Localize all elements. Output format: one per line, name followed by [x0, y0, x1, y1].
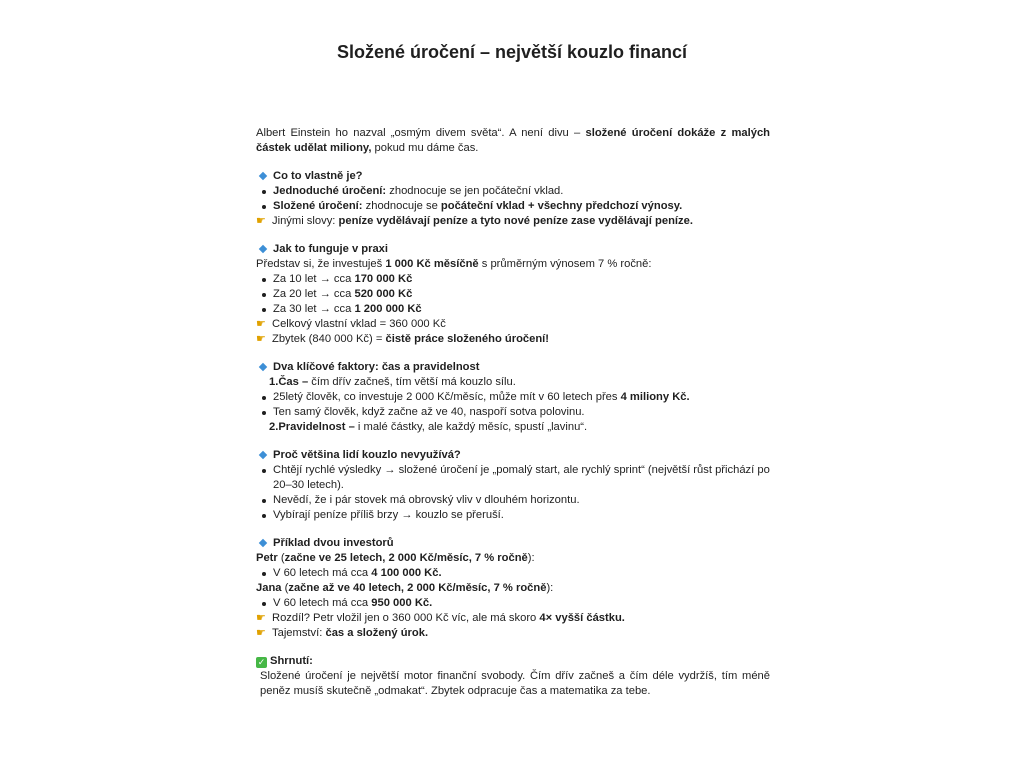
pointing-hand-icon: ☛	[256, 215, 266, 227]
section-heading-why: Proč většina lidí kouzlo nevyužívá?	[256, 448, 770, 463]
practice-lead: Představ si, že investuješ 1 000 Kč měsíčně s průměrným výnosem 7 % ročně:	[256, 258, 652, 270]
list-item: 25letý člověk, co investuje 2 000 Kč/měsíc, může mít v 60 letech přes 4 miliony Kč.	[256, 390, 770, 405]
numbered-item: 2.Pravidelnost – i malé částky, ale každý měsíc, spustí „lavinu“.	[269, 421, 588, 433]
list-item: Jednoduché úročení: zhodnocuje se jen počáteční vklad.	[256, 184, 770, 199]
section-heading-practice: Jak to funguje v praxi	[256, 242, 770, 257]
summary-text: Složené úročení je největší motor finanční svobody. Čím dřív začneš a čím déle vydržíš, tím méně peněz musíš skutečně „odmakat“. Zbytek odpracuje čas a matematika za tebe.	[260, 670, 770, 697]
pointing-hand-icon: ☛	[256, 318, 266, 330]
page-title: Složené úročení – největší kouzlo financí	[336, 42, 688, 62]
note-line: ☛ Zbytek (840 000 Kč) = čistě práce složeného úročení!	[256, 333, 550, 345]
blue-diamond-icon	[259, 244, 267, 252]
blue-diamond-icon	[259, 538, 267, 546]
summary-heading: ✓ Shrnutí:	[257, 655, 313, 667]
investor-petr: Petr (začne ve 25 letech, 2 000 Kč/měsíc, 7 % ročně):	[256, 552, 535, 564]
section-heading-what: Co to vlastně je?	[256, 169, 770, 184]
document-body	[256, 126, 770, 699]
blue-diamond-icon	[259, 362, 267, 370]
note-line: ☛ Celkový vlastní vklad = 360 000 Kč	[256, 318, 446, 330]
numbered-item: 1.Čas – čím dřív začneš, tím větší má kouzlo sílu.	[269, 376, 516, 388]
list-item: Vybírají peníze příliš brzy → kouzlo se přeruší.	[256, 508, 770, 523]
list-item: Nevědí, že i pár stovek má obrovský vliv v dlouhém horizontu.	[256, 493, 770, 508]
pointing-hand-icon: ☛	[256, 333, 266, 345]
section-heading-factors: Dva klíčové faktory: čas a pravidelnost	[256, 360, 770, 375]
list-item: Složené úročení: zhodnocuje se počáteční vklad + všechny předchozí výnosy.	[256, 199, 770, 214]
intro-paragraph: Albert Einstein ho nazval „osmým divem světa“. A není divu – složené úročení dokáže z malých částek udělat miliony, pokud mu dáme čas.	[256, 127, 770, 154]
note-line: ☛ Jinými slovy: peníze vydělávají peníze a tyto nové peníze zase vydělávají peníze.	[256, 215, 693, 227]
list-item: Chtějí rychlé výsledky → složené úročení je „pomalý start, ale rychlý sprint“ (největší růst přichází po 20–30 letech).	[256, 463, 770, 493]
list-item: V 60 letech má cca 4 100 000 Kč.	[256, 566, 770, 581]
note-line: ☛ Rozdíl? Petr vložil jen o 360 000 Kč víc, ale má skoro 4× vyšší částku.	[256, 612, 625, 624]
blue-diamond-icon	[259, 450, 267, 458]
pointing-hand-icon: ☛	[256, 627, 266, 639]
list-item: Za 10 let → cca 170 000 Kč	[256, 272, 770, 287]
list-item: Za 20 let → cca 520 000 Kč	[256, 287, 770, 302]
investor-jana: Jana (začne až ve 40 letech, 2 000 Kč/měsíc, 7 % ročně):	[256, 582, 554, 594]
check-mark-icon: ✓	[257, 657, 266, 667]
note-line: ☛ Tajemství: čas a složený úrok.	[256, 627, 429, 639]
blue-diamond-icon	[259, 171, 267, 179]
list-item: Za 30 let → cca 1 200 000 Kč	[256, 302, 770, 317]
section-heading-example: Příklad dvou investorů	[256, 536, 770, 551]
list-item: V 60 letech má cca 950 000 Kč.	[256, 596, 770, 611]
pointing-hand-icon: ☛	[256, 612, 266, 624]
list-item: Ten samý člověk, když začne až ve 40, naspoří sotva polovinu.	[256, 405, 770, 420]
